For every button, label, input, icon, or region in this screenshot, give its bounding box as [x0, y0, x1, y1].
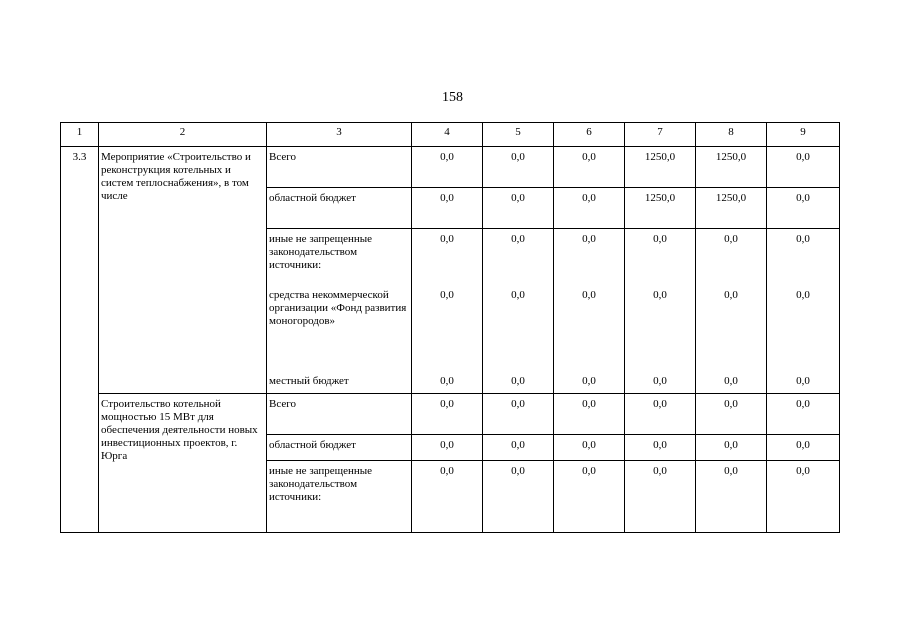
value-cell: 0,0 [554, 371, 625, 394]
value-cell: 0,0 [554, 435, 625, 461]
value-cell: 0,0 [625, 371, 696, 394]
value-cell: 0,0 [483, 435, 554, 461]
value-cell: 0,0 [483, 147, 554, 188]
value-cell: 0,0 [625, 229, 696, 285]
value-cell: 0,0 [412, 435, 483, 461]
value-cell: 0,0 [412, 371, 483, 394]
value-cell: 0,0 [767, 188, 840, 229]
value-cell: 1250,0 [625, 147, 696, 188]
value-cell: 0,0 [696, 461, 767, 533]
value-cell: 0,0 [696, 371, 767, 394]
header-cell: 6 [554, 123, 625, 147]
value-cell: 0,0 [412, 285, 483, 371]
value-cell: 0,0 [625, 435, 696, 461]
value-cell: 1250,0 [625, 188, 696, 229]
value-cell: 0,0 [767, 435, 840, 461]
table-row [61, 394, 840, 435]
value-cell: 0,0 [625, 394, 696, 435]
row-number: 3.3 [61, 147, 99, 533]
header-cell: 5 [483, 123, 554, 147]
header-cell: 3 [267, 123, 412, 147]
header-cell: 4 [412, 123, 483, 147]
header-cell: 2 [99, 123, 267, 147]
value-cell: 0,0 [696, 394, 767, 435]
page-number: 158 [442, 90, 463, 105]
value-cell: 0,0 [767, 371, 840, 394]
value-cell: 0,0 [767, 285, 840, 371]
value-cell: 0,0 [625, 285, 696, 371]
header-cell: 1 [61, 123, 99, 147]
source-label: средства некоммерческой организации «Фонд развития моногородов» [267, 285, 412, 371]
header-cell: 9 [767, 123, 840, 147]
measure-name: Мероприятие «Строительство и реконструкция котельных и систем теплоснабжения», в том числе [99, 147, 267, 394]
value-cell: 0,0 [554, 188, 625, 229]
source-label: областной бюджет [267, 188, 412, 229]
source-label: местный бюджет [267, 371, 412, 394]
value-cell: 0,0 [483, 188, 554, 229]
source-label: иные не запрещенные законодательством источники: [267, 229, 412, 285]
source-label: Всего [267, 394, 412, 435]
value-cell: 0,0 [696, 285, 767, 371]
header-cell: 7 [625, 123, 696, 147]
budget-table [60, 122, 840, 533]
value-cell: 0,0 [483, 394, 554, 435]
value-cell: 0,0 [554, 285, 625, 371]
value-cell: 0,0 [412, 147, 483, 188]
value-cell: 0,0 [554, 147, 625, 188]
value-cell: 0,0 [767, 461, 840, 533]
value-cell: 0,0 [767, 147, 840, 188]
source-label: Всего [267, 147, 412, 188]
value-cell: 1250,0 [696, 188, 767, 229]
value-cell: 0,0 [483, 371, 554, 394]
value-cell: 0,0 [412, 229, 483, 285]
value-cell: 1250,0 [696, 147, 767, 188]
value-cell: 0,0 [483, 229, 554, 285]
value-cell: 0,0 [696, 229, 767, 285]
sub-measure-name: Строительство котельной мощностью 15 МВт для обеспечения деятельности новых инвестиционных проектов, г. Юрга [99, 394, 267, 533]
value-cell: 0,0 [767, 229, 840, 285]
value-cell: 0,0 [483, 461, 554, 533]
value-cell: 0,0 [554, 229, 625, 285]
value-cell: 0,0 [554, 461, 625, 533]
header-cell: 8 [696, 123, 767, 147]
value-cell: 0,0 [554, 394, 625, 435]
source-label: областной бюджет [267, 435, 412, 461]
value-cell: 0,0 [625, 461, 696, 533]
header-row [61, 123, 840, 147]
value-cell: 0,0 [412, 461, 483, 533]
value-cell: 0,0 [767, 394, 840, 435]
value-cell: 0,0 [412, 188, 483, 229]
value-cell: 0,0 [696, 435, 767, 461]
value-cell: 0,0 [483, 285, 554, 371]
source-label: иные не запрещенные законодательством источники: [267, 461, 412, 533]
value-cell: 0,0 [412, 394, 483, 435]
table-row [61, 147, 840, 188]
